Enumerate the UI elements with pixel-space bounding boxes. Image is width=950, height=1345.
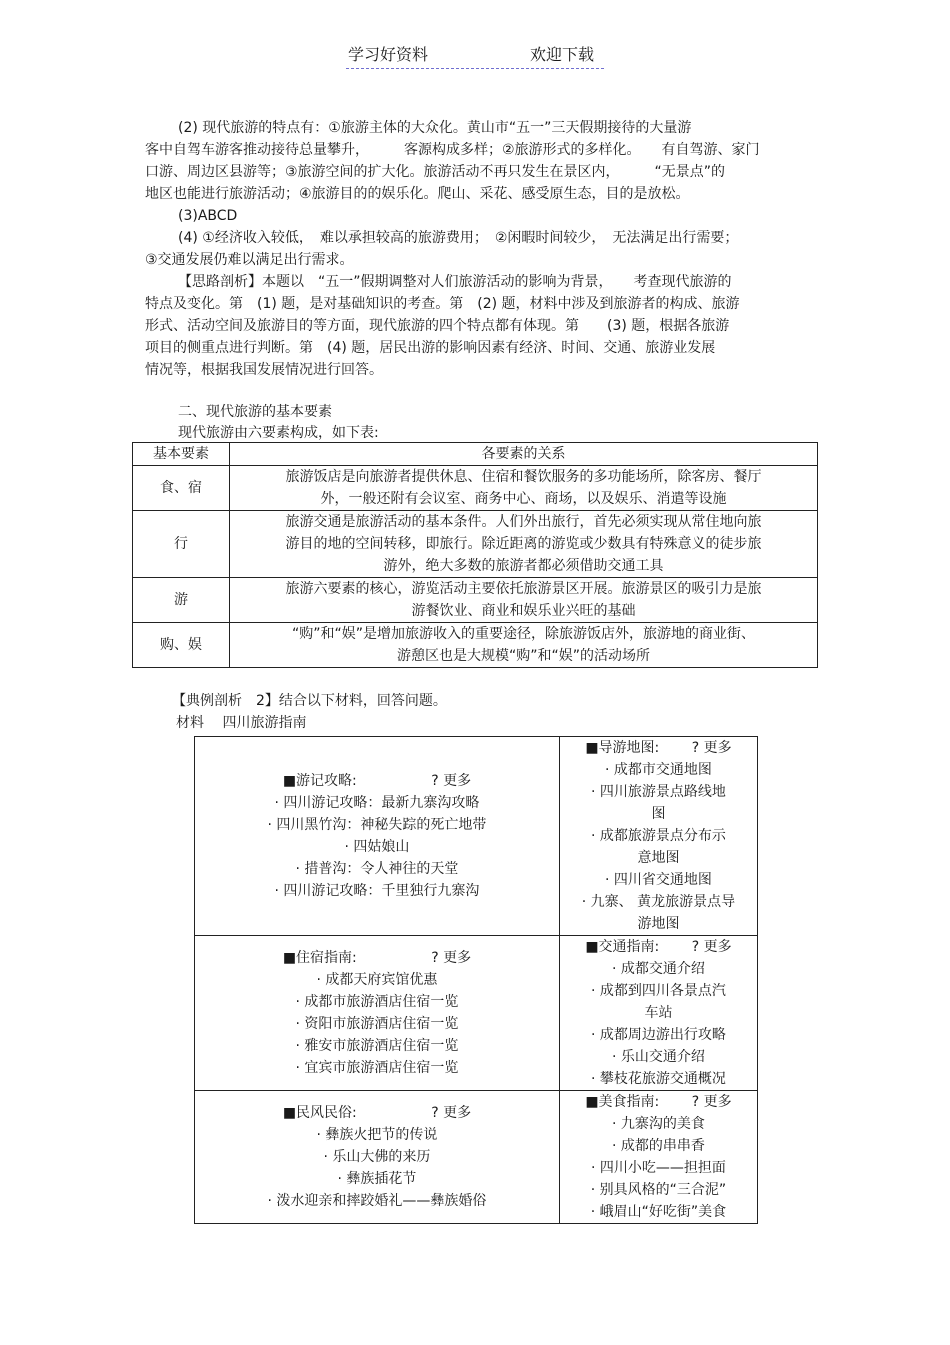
guide-link[interactable]: · 彝族插花节 [337, 1171, 417, 1187]
guide-section-title[interactable]: ■导游地图: ? 更多 [585, 740, 732, 756]
guide-link[interactable]: 图 [651, 806, 666, 822]
desc-line: 外，一般还附有会议室、商务中心、商场，以及娱乐、消遣等设施 [320, 491, 727, 507]
answer-line: 客中自驾车游客推动接待总量攀升， 客源构成多样；②旅游形式的多样化。 有自驾游、家门 [145, 142, 760, 158]
guide-link[interactable]: · 成都市交通地图 [605, 762, 712, 778]
desc-line: “购”和“娱”是增加旅游收入的重要途径，除旅游饭店外，旅游地的商业街、 [291, 626, 755, 642]
answer-line: (3)ABCD [178, 208, 238, 224]
guide-link[interactable]: · 别具风格的“三合泥” [590, 1182, 727, 1198]
guide-link[interactable]: · 攀枝花旅游交通概况 [591, 1071, 726, 1087]
guide-section-title[interactable]: ■游记攻略: ? 更多 [282, 773, 472, 789]
answer-line: ③交通发展仍难以满足出行需求。 [145, 252, 354, 268]
guide-link[interactable]: · 乐山大佛的来历 [323, 1149, 431, 1165]
guide-link[interactable]: · 四川省交通地图 [605, 872, 712, 888]
guide-section-travelogue [195, 737, 560, 936]
desc-line: 游外，绝大多数的旅游者都必须借助交通工具 [383, 558, 664, 574]
guide-section-customs [195, 1091, 560, 1224]
desc-line: 游憩区也是大规模“购”和“娱”的活动场所 [396, 648, 650, 664]
material-title: 材料 四川旅游指南 [176, 715, 307, 731]
guide-link[interactable]: 游地图 [637, 916, 680, 932]
guide-link[interactable]: · 四川小吃——担担面 [591, 1160, 726, 1176]
guide-section-title[interactable]: ■交通指南: ? 更多 [585, 939, 732, 955]
guide-link[interactable]: · 成都周边游出行攻略 [591, 1027, 726, 1043]
guide-link[interactable]: · 乐山交通介绍 [612, 1049, 705, 1065]
guide-row [195, 936, 758, 1091]
analysis-line: 项目的侧重点进行判断。第 (4) 题，居民出游的影响因素有经济、时间、交通、旅游业发展 [145, 340, 716, 356]
element-cell: 购、娱 [133, 623, 230, 668]
table-row [133, 511, 818, 578]
guide-link[interactable]: · 成都的串串香 [612, 1138, 705, 1154]
analysis-line: 情况等，根据我国发展情况进行回答。 [145, 362, 383, 378]
guide-link[interactable]: · 雅安市旅游酒店住宿一览 [295, 1038, 459, 1054]
table-header-cell: 各要素的关系 [230, 443, 818, 466]
header-left-text: 学习好资料 [348, 45, 429, 64]
guide-link[interactable]: · 四川旅游景点路线地 [591, 784, 726, 800]
guide-link[interactable]: · 四川黑竹沟：神秘失踪的死亡地带 [267, 817, 487, 833]
guide-link[interactable]: · 成都到四川各景点汽 [591, 983, 726, 999]
section-intro: 现代旅游由六要素构成，如下表: [178, 425, 379, 441]
guide-link[interactable]: · 四川游记攻略：千里独行九寨沟 [274, 883, 480, 899]
guide-section-title[interactable]: ■美食指南: ? 更多 [585, 1094, 732, 1110]
guide-row [195, 1091, 758, 1224]
desc-line: 游餐饮业、商业和娱乐业兴旺的基础 [411, 603, 636, 619]
desc-line: 旅游六要素的核心，游览活动主要依托旅游景区开展。旅游景区的吸引力是旅 [285, 581, 762, 597]
desc-cell [230, 466, 818, 511]
guide-section-lodging [195, 936, 560, 1091]
guide-link[interactable]: · 四姑娘山 [344, 839, 410, 855]
guide-link[interactable]: · 彝族火把节的传说 [316, 1127, 438, 1143]
desc-line: 旅游交通是旅游活动的基本条件。人们外出旅行，首先必须实现从常住地向旅 [285, 514, 762, 530]
page-header [346, 42, 604, 69]
guide-link[interactable]: · 宜宾市旅游酒店住宿一览 [295, 1060, 459, 1076]
guide-section-title[interactable]: ■住宿指南: ? 更多 [282, 950, 472, 966]
example-title: 【典例剖析 2】结合以下材料，回答问题。 [172, 693, 447, 709]
answer-line: (4) ①经济收入较低， 难以承担较高的旅游费用； ②闲暇时间较少， 无法满足出行需要； [178, 230, 739, 246]
desc-line: 游目的地的空间转移，即旅行。除近距离的游览或少数具有特殊意义的徒步旅 [285, 536, 762, 552]
table-row [133, 623, 818, 668]
element-cell: 游 [133, 578, 230, 623]
analysis-line: 形式、活动空间及旅游目的等方面，现代旅游的四个特点都有体现。第 (3) 题，根据各旅游 [145, 318, 730, 334]
guide-link[interactable]: · 九寨、 黄龙旅游景点导 [581, 894, 736, 910]
elements-table [132, 442, 818, 668]
desc-line: 旅游饭店是向旅游者提供休息、住宿和餐饮服务的多功能场所，除客房、餐厅 [285, 469, 762, 485]
header-right-text: 欢迎下载 [530, 45, 595, 64]
guide-link[interactable]: · 成都天府宾馆优惠 [316, 972, 438, 988]
desc-cell [230, 623, 818, 668]
guide-link[interactable]: · 泼水迎亲和摔跤婚礼——彝族婚俗 [267, 1193, 487, 1209]
table-header-cell: 基本要素 [133, 443, 230, 466]
sichuan-guide-table [194, 736, 758, 1224]
element-cell: 食、宿 [133, 466, 230, 511]
answer-line: 口游、周边区县游等；③旅游空间的扩大化。旅游活动不再只发生在景区内， “无景点”的 [145, 164, 726, 180]
desc-cell [230, 511, 818, 578]
guide-link[interactable]: 车站 [644, 1005, 673, 1021]
table-row [133, 578, 818, 623]
guide-section-maps [559, 737, 757, 936]
guide-link[interactable]: · 措普沟：令人神往的天堂 [295, 861, 459, 877]
guide-link[interactable]: · 峨眉山“好吃街”美食 [590, 1204, 727, 1220]
section-title: 二、现代旅游的基本要素 [178, 404, 332, 420]
analysis-line: 【思路剖析】本题以 “五一”假期调整对人们旅游活动的影响为背景， 考查现代旅游的 [178, 274, 732, 290]
guide-link[interactable]: · 成都市旅游酒店住宿一览 [295, 994, 459, 1010]
guide-link[interactable]: · 资阳市旅游酒店住宿一览 [295, 1016, 459, 1032]
guide-section-title[interactable]: ■民风民俗: ? 更多 [282, 1105, 472, 1121]
element-cell: 行 [133, 511, 230, 578]
table-row [133, 466, 818, 511]
table-header-row [133, 443, 818, 466]
analysis-line: 特点及变化。第 (1) 题，是对基础知识的考查。第 (2) 题，材料中涉及到旅游者的构成、旅游 [145, 296, 740, 312]
guide-link[interactable]: · 成都交通介绍 [612, 961, 705, 977]
answer-line: 地区也能进行旅游活动；④旅游目的的娱乐化。爬山、采花、感受原生态，目的是放松。 [145, 186, 690, 202]
guide-section-food [559, 1091, 757, 1224]
guide-link[interactable]: · 四川游记攻略：最新九寨沟攻略 [274, 795, 480, 811]
answer-line: (2) 现代旅游的特点有：①旅游主体的大众化。黄山市“五一”三天假期接待的大量游 [178, 120, 692, 136]
guide-section-transport [559, 936, 757, 1091]
guide-link[interactable]: · 成都旅游景点分布示 [591, 828, 726, 844]
desc-cell [230, 578, 818, 623]
guide-row [195, 737, 758, 936]
guide-link[interactable]: · 九寨沟的美食 [612, 1116, 705, 1132]
guide-link[interactable]: 意地图 [637, 850, 680, 866]
